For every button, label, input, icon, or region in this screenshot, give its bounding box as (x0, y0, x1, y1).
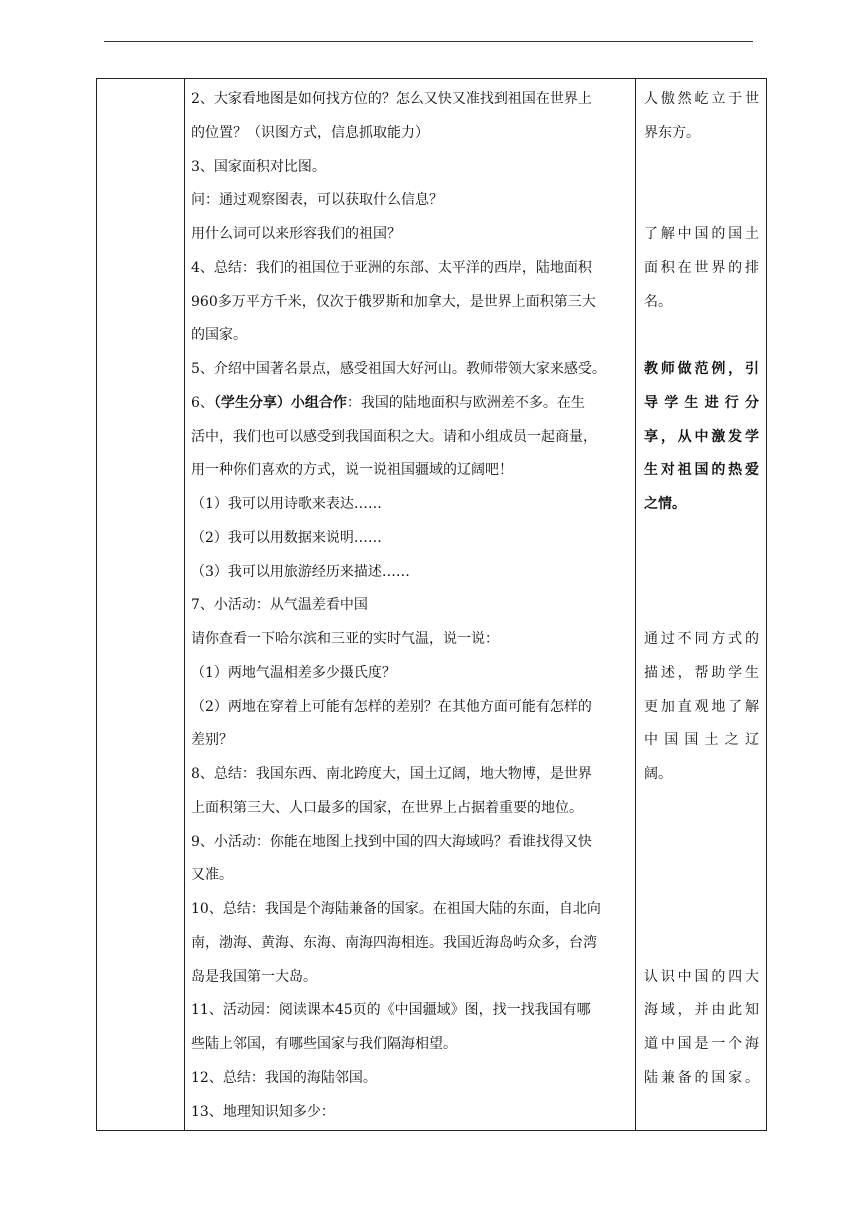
stage-column (97, 79, 185, 1130)
intent-line: 阔。 (644, 766, 672, 782)
process-line: 请你查看一下哈尔滨和三亚的实时气温，说一说： (191, 631, 499, 647)
process-line: 活中，我们也可以感受到我国面积之大。请和小组成员一起商量， (191, 429, 597, 445)
process-line: 的位置？（识图方式，信息抓取能力） (191, 125, 429, 141)
intent-line: 人傲然屹立于世 (644, 91, 759, 107)
teaching-process-column (185, 79, 636, 1130)
process-line: 差别？ (191, 732, 233, 748)
step-text: ：我国的陆地面积与欧洲差不多。在生 (346, 395, 585, 411)
intent-line-bold: 导学生进行分 (644, 395, 759, 411)
intent-line: 名。 (644, 294, 672, 310)
student-share-label: （学生分享）小组合作 (213, 395, 347, 411)
process-line: （1）两地气温相差多少摄氏度？ (191, 665, 396, 681)
intent-line: 描述，帮助学生 (644, 665, 759, 681)
process-line: 2、大家看地图是如何找方位的？怎么又快又准找到祖国在世界上 (191, 91, 592, 107)
process-line: 960多万平方千米，仅次于俄罗斯和加拿大，是世界上面积第三大 (191, 294, 596, 310)
step-number: 6、 (191, 395, 214, 411)
intent-line: 陆兼备的国家。 (644, 1070, 759, 1086)
intent-line: 了解中国的国土 (644, 226, 759, 242)
process-line: 的国家。 (191, 327, 247, 343)
intent-line-bold: 之情。 (644, 496, 686, 512)
process-line: 用一种你们喜欢的方式，说一说祖国疆域的辽阔吧！ (191, 462, 513, 478)
process-line-6 (191, 393, 631, 413)
process-line: 13、地理知识知多少： (191, 1104, 335, 1120)
process-line: 10、总结：我国是个海陆兼备的国家。在祖国大陆的东面，自北向 (191, 901, 601, 917)
intent-line: 更加直观地了解 (644, 699, 759, 715)
process-line: （2）我可以用数据来说明…… (191, 530, 382, 546)
design-intent-column (636, 79, 766, 1130)
header-rule (104, 41, 753, 42)
intent-line: 界东方。 (644, 125, 700, 141)
process-line: （2）两地在穿着上可能有怎样的差别？在其他方面可能有怎样的 (191, 699, 592, 715)
process-line: 8、总结：我国东西、南北跨度大，国土辽阔，地大物博，是世界 (191, 766, 592, 782)
process-line: 12、总结：我国的海陆邻国。 (191, 1070, 377, 1086)
process-line: 问：通过观察图表，可以获取什么信息？ (191, 192, 443, 208)
process-line: 岛是我国第一大岛。 (191, 969, 317, 985)
process-line: （1）我可以用诗歌来表达…… (191, 496, 382, 512)
process-line: 5、介绍中国著名景点，感受祖国大好河山。教师带领大家来感受。 (191, 361, 606, 377)
intent-line-bold: 教师做范例，引 (644, 361, 759, 377)
process-line: 11、活动园：阅读课本45页的《中国疆域》图，找一找我国有哪 (191, 1002, 591, 1018)
lesson-table (96, 78, 767, 1131)
process-line: 4、总结：我们的祖国位于亚洲的东部、太平洋的西岸，陆地面积 (191, 260, 592, 276)
process-line: （3）我可以用旅游经历来描述…… (191, 564, 410, 580)
process-line: 上面积第三大、人口最多的国家，在世界上占据着重要的地位。 (191, 800, 583, 816)
process-line: 南，渤海、黄海、东海、南海四海相连。我国近海岛屿众多，台湾 (191, 935, 597, 951)
process-line: 9、小活动：你能在地图上找到中国的四大海域吗？看谁找得又快 (191, 834, 592, 850)
intent-line-bold: 享，从中激发学 (644, 429, 759, 445)
process-line: 用什么词可以来形容我们的祖国？ (191, 226, 401, 242)
process-line: 7、小活动：从气温差看中国 (191, 597, 368, 613)
intent-line-bold: 生对祖国的热爱 (644, 462, 759, 478)
intent-line: 海域，并由此知 (644, 1002, 759, 1018)
process-line: 又准。 (191, 867, 233, 883)
process-line: 3、国家面积对比图。 (191, 159, 326, 175)
intent-line: 面积在世界的排 (644, 260, 759, 276)
intent-line: 认识中国的四大 (644, 969, 759, 985)
intent-line: 中国国土之辽 (644, 732, 759, 748)
intent-line: 道中国是一个海 (644, 1036, 759, 1052)
process-line: 些陆上邻国，有哪些国家与我们隔海相望。 (191, 1036, 457, 1052)
intent-line: 通过不同方式的 (644, 631, 759, 647)
